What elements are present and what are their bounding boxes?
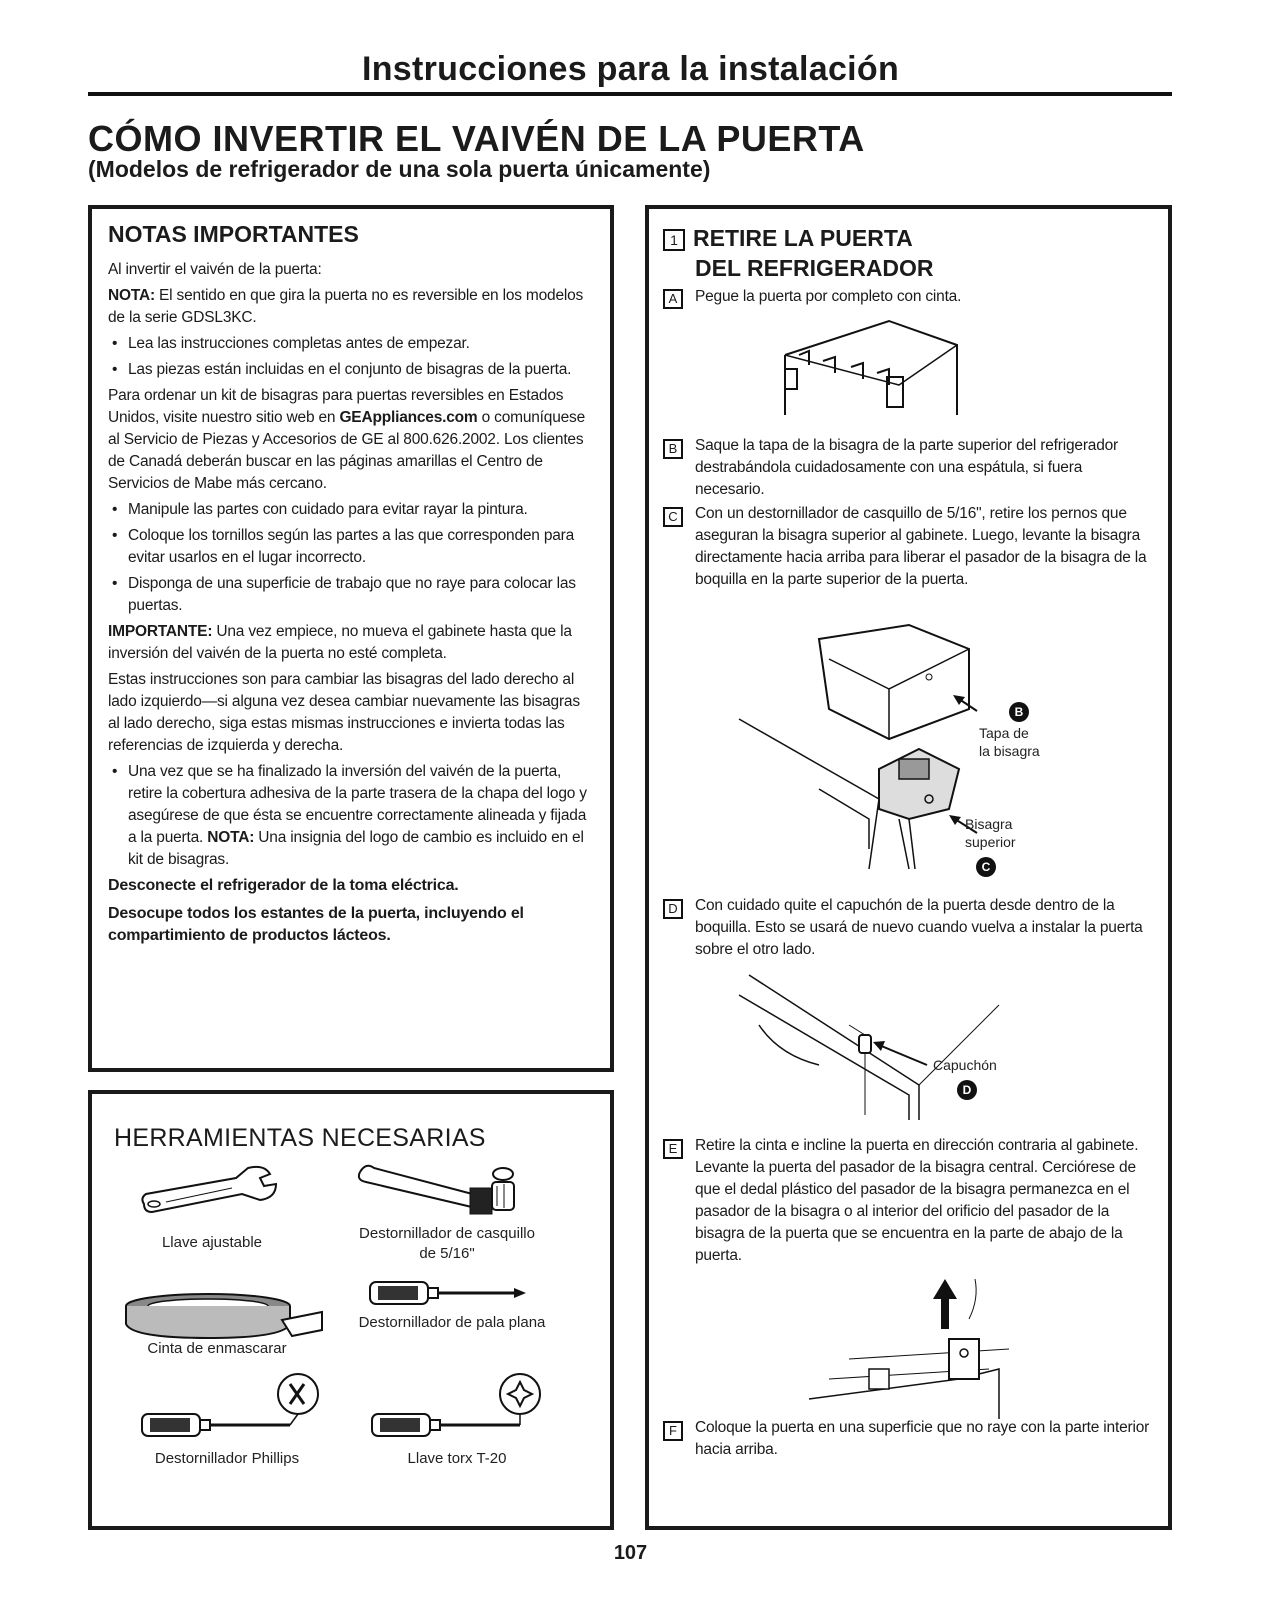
torx-label: Llave torx T-20	[407, 1450, 507, 1467]
step-1-box	[645, 205, 1172, 1530]
top-hinge-label	[965, 815, 1016, 851]
torx-driver-icon	[370, 1372, 550, 1442]
empty-shelves-warning: Desocupe todos los estantes de la puerta, incluyendo el compartimiento de productos lácteos.	[108, 905, 524, 944]
phillips-screwdriver-icon	[140, 1372, 320, 1442]
tape-label: Cinta de enmascarar	[147, 1340, 287, 1357]
step-1-heading	[663, 223, 934, 283]
lift-door-illustration	[789, 1269, 1029, 1419]
notes-content	[108, 259, 594, 953]
important-notes-box	[88, 205, 614, 1072]
socket-driver-label-1: Destornillador de casquillo	[359, 1225, 535, 1242]
logo-bullet-text: Una vez que se ha finalizado la inversión del vaivén de la puerta, retire la cobertura adhesiva de la parte trasera de la chapa del logo y asegúrese de que ésta se encuentre correctamente alineada y fijada a la puerta.	[128, 763, 587, 846]
header-divider	[88, 92, 1172, 96]
hinge-cover-label	[979, 724, 1040, 760]
section-subtitle: (Modelos de refrigerador de una sola puerta únicamente)	[88, 156, 711, 182]
step-heading-line1: RETIRE LA PUERTA	[693, 225, 913, 251]
step-heading-line2: DEL REFRIGERADOR	[695, 255, 934, 281]
step-letter-d: D	[663, 899, 683, 919]
hinge-cover-label-2: la bisagra	[979, 743, 1040, 759]
step-number: 1	[663, 229, 685, 251]
page-number: 107	[613, 1542, 648, 1564]
hinge-cover-label-1: Tapa de	[979, 725, 1029, 741]
notes-bullet-logo	[108, 761, 594, 871]
flat-driver-label: Destornillador de pala plana	[358, 1314, 546, 1331]
step-e-text: Retire la cinta e incline la puerta en dirección contraria al gabinete. Levante la puerta del pasador de la bisagra central. Cerciórese de que el dedal plástico del pasador de la bisagra permanezca en el pasador de la bisagra o al interior del orificio del pasador de la bisagra de la puerta que se encuentra en la parte de abajo de la puerta.	[695, 1137, 1139, 1264]
step-a-text: Pegue la puerta por completo con cinta.	[695, 288, 962, 305]
notes-nota	[108, 285, 594, 329]
notes-bullet: • Las piezas están incluidas en el conjunto de bisagras de la puerta.	[108, 359, 594, 381]
important-paragraph	[108, 621, 594, 665]
order-text-after: o comuníquese al Servicio de Piezas y Accesorios de GE al 800.626.2002. Los clientes de Canadá deberán buscar en las páginas amarillas el Centro de Servicios de Mabe más cercano.	[108, 409, 586, 492]
step-letter-e: E	[663, 1139, 683, 1159]
step-b-text: Saque la tapa de la bisagra de la parte superior del refrigerador destrabándola cuidadosamente con una espátula, si fuera necesario.	[695, 437, 1118, 498]
notes-bullet: • Coloque los tornillos según las partes a las que corresponden para evitar usarlos en el lugar incorrecto.	[108, 525, 594, 569]
top-hinge-label-1: Bisagra	[965, 816, 1013, 832]
door-cap-illustration	[739, 965, 1019, 1125]
callout-badge-b: B	[1009, 702, 1029, 722]
ge-website-link[interactable]: GEAppliances.com	[339, 409, 478, 426]
disconnect-warning: Desconecte el refrigerador de la toma eléctrica.	[108, 877, 459, 894]
nota-text: El sentido en que gira la puerta no es reversible en los modelos de la serie GDSL3KC.	[108, 287, 584, 326]
taped-door-illustration	[779, 315, 969, 425]
adjustable-wrench-icon	[136, 1164, 286, 1224]
wrench-label: Llave ajustable	[161, 1234, 263, 1251]
step-letter-f: F	[663, 1421, 683, 1441]
step-d-text: Con cuidado quite el capuchón de la puerta desde dentro de la boquilla. Esto se usará de nuevo cuando vuelva a instalar la puerta sobre el otro lado.	[695, 897, 1143, 958]
reverse-paragraph: Estas instrucciones son para cambiar las bisagras del lado derecho al lado izquierdo—si alguna vez desea cambiar nuevamente las bisagras al lado derecho, siga estas mismas instrucciones e invierta todas las referencias de izquierda y derecha.	[108, 671, 580, 754]
order-kit-paragraph	[108, 385, 594, 495]
order-text-before: Para ordenar un kit de bisagras para puertas reversibles en Estados Unidos, visite nuestro sitio web en	[108, 387, 564, 426]
notes-heading: NOTAS IMPORTANTES	[108, 221, 359, 247]
important-label: IMPORTANTE:	[108, 623, 213, 640]
tools-box	[88, 1090, 614, 1530]
step-c-text: Con un destornillador de casquillo de 5/16", retire los pernos que aseguran la bisagra superior al gabinete. Luego, levante la bisagra directamente hacia arriba para liberar el pasador de la bisagra de la boquilla en la parte superior de la puerta.	[695, 505, 1147, 588]
step-letter-c: C	[663, 507, 683, 527]
cap-label: Capuchón	[933, 1057, 997, 1073]
tools-heading: HERRAMIENTAS NECESARIAS	[114, 1124, 486, 1152]
socket-driver-icon	[352, 1160, 532, 1220]
step-letter-b: B	[663, 439, 683, 459]
step-letter-a: A	[663, 289, 683, 309]
callout-badge-c: C	[976, 857, 996, 877]
phillips-label: Destornillador Phillips	[154, 1450, 300, 1467]
notes-bullet: • Manipule las partes con cuidado para evitar rayar la pintura.	[108, 499, 594, 521]
notes-bullet: • Disponga de una superficie de trabajo que no raye para colocar las puertas.	[108, 573, 594, 617]
logo-nota-text: Una insignia del logo de cambio es incluido en el kit de bisagras.	[128, 829, 584, 868]
callout-badge-d: D	[957, 1080, 977, 1100]
socket-driver-label	[342, 1224, 552, 1264]
nota-label: NOTA:	[108, 287, 155, 304]
flat-screwdriver-icon	[368, 1278, 528, 1308]
section-title: CÓMO INVERTIR EL VAIVÉN DE LA PUERTA	[88, 118, 865, 159]
step-f-text: Coloque la puerta en una superficie que no raye con la parte interior hacia arriba.	[695, 1419, 1150, 1458]
page-header-title: Instrucciones para la instalación	[361, 50, 900, 88]
notes-intro: Al invertir el vaivén de la puerta:	[108, 261, 322, 278]
logo-nota-label: NOTA:	[207, 829, 255, 846]
important-text: Una vez empiece, no mueva el gabinete hasta que la inversión del vaivén de la puerta no esté completa.	[108, 623, 572, 662]
socket-driver-label-2: de 5/16"	[419, 1245, 475, 1262]
notes-bullet: • Lea las instrucciones completas antes de empezar.	[108, 333, 594, 355]
top-hinge-label-2: superior	[965, 834, 1016, 850]
